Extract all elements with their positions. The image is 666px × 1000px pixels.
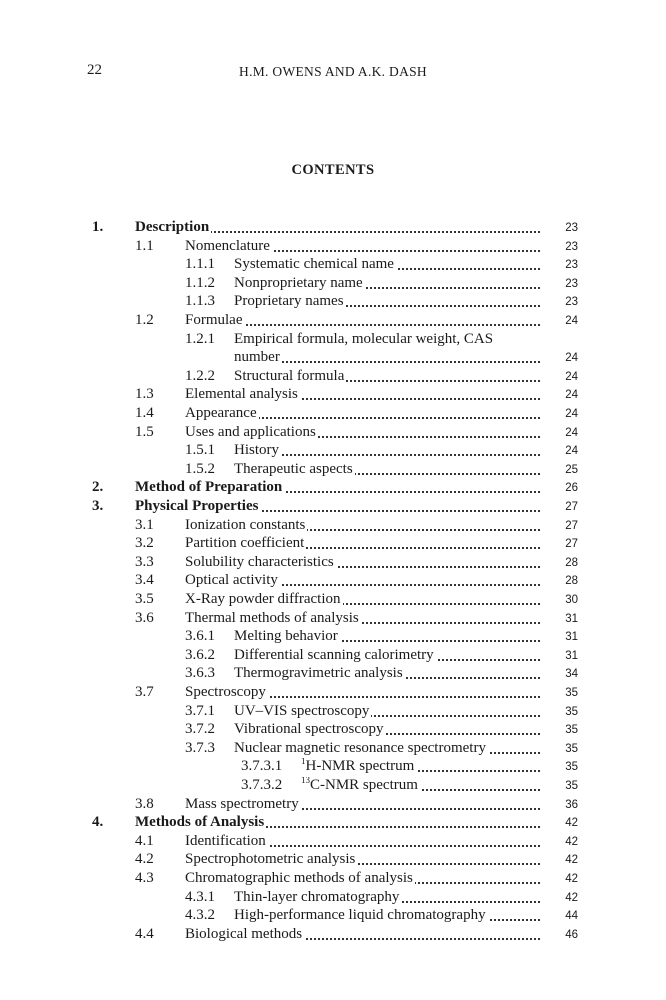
toc-entry-number: 1.2 (135, 312, 154, 328)
toc-entry-title-text: Systematic chemical name (234, 256, 394, 273)
toc-entry-title-text: Nuclear magnetic resonance spectrometry (234, 739, 486, 756)
toc-entry-title-text: Partition coefficient (185, 535, 305, 552)
toc-entry-title (185, 870, 540, 887)
toc-entry-title-text: C-NMR spectrum (310, 777, 418, 793)
toc-entry-title (234, 331, 540, 348)
toc-entry-title-text: number (234, 349, 280, 366)
toc-entry-page: 24 (565, 426, 578, 439)
toc-entry-page: 24 (565, 408, 578, 420)
toc-entry-title (234, 740, 540, 757)
toc-entry (0, 777, 666, 796)
toc-entry-number: 1.1.3 (185, 293, 215, 310)
toc-entry-title-text: Therapeutic aspects (234, 460, 353, 477)
toc-entry-title-text: Thin-layer chromatography (234, 888, 400, 905)
toc-entry (0, 331, 666, 350)
toc-entry-title (185, 312, 540, 329)
toc-entry-title-text: Solubility characteristics (185, 553, 334, 570)
toc-entry-number: 3. (92, 498, 104, 514)
toc-entry-title (185, 238, 540, 255)
toc-entry-number: 3.8 (135, 795, 154, 812)
toc-entry-page: 44 (565, 910, 578, 923)
toc-entry-number: 3.7.2 (185, 721, 215, 738)
toc-entry-title-text: Physical Properties (135, 498, 259, 514)
toc-entry-title-text: Spectroscopy (185, 684, 266, 700)
toc-entry-number: 4.3 (135, 870, 154, 886)
toc-entry-title (234, 442, 540, 459)
toc-entry-number: 1.1.2 (185, 274, 215, 291)
toc-entry (0, 275, 666, 294)
toc-entry-number: 1.5 (135, 423, 154, 440)
toc-entry-title-text: Structural formula (234, 367, 345, 384)
toc-entry-title-text: Melting behavior (234, 628, 338, 645)
toc-entry (0, 870, 666, 889)
toc-entry-number: 1. (92, 219, 104, 235)
toc-entry-number: 4.3.1 (185, 888, 215, 905)
toc-entry-number: 3.7 (135, 684, 154, 700)
toc-entry-title (234, 889, 540, 906)
toc-entry-title (185, 424, 540, 441)
toc-entry (0, 238, 666, 257)
toc-entry-title-text: Thermal methods of analysis (185, 609, 359, 626)
toc-entry-title-text: X-Ray powder diffraction (185, 591, 341, 607)
toc-entry-page: 23 (565, 222, 578, 234)
toc-entry-title (234, 721, 540, 738)
toc-entry-number: 4.3.2 (185, 907, 215, 924)
toc-entry-title (185, 684, 540, 701)
toc-entry-number: 1.3 (135, 386, 154, 403)
toc-entry-number: 3.6.1 (185, 628, 215, 645)
toc-entry (0, 796, 666, 815)
toc-entry-title (234, 907, 540, 924)
toc-entry-title (234, 275, 540, 292)
toc-entry (0, 535, 666, 554)
toc-entry (0, 628, 666, 647)
toc-entry-number: 1.1.1 (185, 256, 215, 273)
toc-entry-title-text: Biological methods (185, 925, 303, 942)
toc-entry-title (185, 851, 540, 868)
toc-entry-title (185, 591, 540, 608)
toc-entry (0, 572, 666, 591)
toc-entry (0, 740, 666, 759)
toc-entry-number: 3.7.3 (185, 739, 215, 756)
toc-entry-title-text: Thermogravimetric analysis (234, 665, 403, 682)
toc-entry-page: 28 (565, 575, 578, 588)
toc-entry-page: 31 (565, 631, 578, 644)
toc-entry-title-text: Chromatographic methods of analysis (185, 870, 413, 886)
toc-entry (0, 814, 666, 833)
toc-entry-title-text: Appearance (185, 405, 257, 421)
toc-entry-page: 25 (565, 463, 578, 476)
toc-entry (0, 721, 666, 740)
toc-entry-title-text: Ionization constants (185, 516, 306, 533)
toc-entry-title (185, 554, 540, 571)
toc-entry-page: 42 (565, 891, 578, 904)
toc-entry-page: 42 (565, 873, 578, 885)
toc-entry-title (135, 219, 540, 236)
toc-entry-page: 42 (565, 835, 578, 848)
toc-entry-page: 27 (565, 501, 578, 513)
toc-entry-page: 35 (565, 780, 578, 792)
toc-entry-page: 36 (565, 798, 578, 811)
toc-entry-page: 24 (565, 315, 578, 327)
toc-entry-title (135, 498, 540, 515)
toc-entry-title (234, 256, 540, 273)
toc-entry-page: 26 (565, 482, 578, 495)
toc-entry-page: 42 (565, 854, 578, 867)
toc-entry-page: 24 (565, 352, 578, 365)
toc-entry-title-text: Elemental analysis (185, 386, 298, 403)
toc-entry (0, 758, 666, 777)
contents-title: CONTENTS (291, 162, 375, 178)
toc-entry-number: 1.5.1 (185, 442, 215, 459)
toc-entry (0, 424, 666, 443)
toc-entry-number: 4.2 (135, 851, 154, 868)
toc-entry-title-text: High-performance liquid chromatography (234, 907, 486, 924)
toc-entry (0, 442, 666, 461)
toc-entry-title-text: Proprietary names (234, 293, 344, 310)
toc-entry-title (135, 814, 540, 831)
toc-entry-number: 3.6.2 (185, 646, 215, 663)
toc-entry-title (135, 479, 540, 496)
toc-entry (0, 889, 666, 908)
toc-entry-title-text: H-NMR spectrum (305, 758, 415, 775)
toc-entry-title-text: Mass spectrometry (185, 795, 299, 812)
toc-entry-title-text: Empirical formula, molecular weight, CAS (234, 330, 494, 347)
toc-entry-title (301, 758, 540, 775)
toc-entry-number: 1.1 (135, 237, 154, 254)
toc-entry-number: 4.4 (135, 925, 154, 942)
toc-entry (0, 368, 666, 387)
toc-entry-title-text: Optical activity (185, 572, 278, 589)
toc-entry (0, 907, 666, 926)
toc-entry-number: 3.5 (135, 591, 154, 607)
toc-entry (0, 647, 666, 666)
toc-entry-page: 35 (565, 705, 578, 718)
toc-entry (0, 256, 666, 275)
toc-entry-title (185, 572, 540, 589)
toc-entry-title (185, 833, 540, 850)
toc-entry-title (185, 405, 540, 422)
toc-entry-page: 31 (565, 649, 578, 662)
toc-entry (0, 554, 666, 573)
toc-entry-title-text: Differential scanning calorimetry (234, 646, 434, 663)
toc-entry (0, 498, 666, 517)
toc-entry-title (234, 665, 540, 682)
toc-entry-title (234, 349, 540, 366)
page-number: 22 (87, 62, 102, 78)
toc-entry-title (185, 535, 540, 552)
toc-entry-title-text: Nonproprietary name (234, 274, 363, 291)
toc-entry (0, 517, 666, 536)
toc-entry-title-text: Formulae (185, 312, 243, 328)
toc-entry-title-text: Methods of Analysis (135, 814, 265, 831)
toc-entry (0, 349, 666, 368)
toc-entry (0, 610, 666, 629)
toc-entry-title (234, 703, 540, 720)
toc-entry-number: 1.4 (135, 405, 154, 421)
toc-entry-title-text: Uses and applications (185, 423, 316, 440)
toc-entry (0, 461, 666, 480)
toc-entry-title-text: Description (135, 219, 210, 235)
toc-entry (0, 926, 666, 945)
toc-entry-page: 27 (565, 519, 578, 532)
toc-entry-page: 35 (565, 724, 578, 737)
toc-entry-number: 3.3 (135, 553, 154, 570)
toc-entry-number: 4.1 (135, 832, 154, 849)
toc-entry-title (185, 796, 540, 813)
toc-entry (0, 833, 666, 852)
toc-entry-title (185, 610, 540, 627)
running-head: H.M. OWENS AND A.K. DASH (239, 64, 427, 79)
toc-entry-title-text: Spectrophotometric analysis (185, 851, 356, 868)
toc-entry-number: 3.7.3.1 (241, 758, 283, 775)
toc-entry-title (185, 517, 540, 534)
toc-entry-page: 24 (565, 445, 578, 458)
toc-entry-page: 42 (565, 817, 578, 830)
toc-entry-page: 35 (565, 742, 578, 755)
toc-entry-number: 4. (92, 814, 104, 831)
toc-entry-page: 31 (565, 612, 578, 625)
toc-entry-title (185, 386, 540, 403)
toc-entry-title (301, 777, 540, 794)
toc-entry (0, 293, 666, 312)
toc-entry-number: 1.5.2 (185, 460, 215, 477)
toc-entry-page: 27 (565, 538, 578, 551)
toc-entry-page: 28 (565, 556, 578, 569)
toc-entry-title (234, 368, 540, 385)
toc-entry-number: 3.2 (135, 535, 154, 552)
toc-entry-title-text: Identification (185, 832, 266, 849)
toc-entry-page: 23 (565, 259, 578, 272)
toc-entry-page: 30 (565, 594, 578, 606)
toc-entry (0, 479, 666, 498)
toc-entry (0, 684, 666, 703)
toc-entry-number: 3.7.1 (185, 702, 215, 719)
isotope-superscript: 13 (301, 777, 310, 785)
toc-entry-page: 46 (565, 928, 578, 941)
toc-entry (0, 386, 666, 405)
toc-entry-title-text: Method of Preparation (135, 479, 283, 496)
toc-entry-title (234, 293, 540, 310)
toc-entry-page: 35 (565, 687, 578, 699)
toc-entry-title-text: Vibrational spectroscopy (234, 721, 384, 738)
toc-entry (0, 665, 666, 684)
toc-entry (0, 405, 666, 424)
toc-entry-number: 1.2.2 (185, 367, 215, 384)
toc-entry-number: 3.1 (135, 516, 154, 533)
toc-entry (0, 312, 666, 331)
isotope-superscript: 1 (301, 758, 306, 767)
toc-entry-title (234, 461, 540, 478)
toc-entry-page: 23 (565, 240, 578, 253)
toc-entry-number: 2. (92, 479, 104, 496)
toc-entry-page: 23 (565, 296, 578, 309)
toc-entry-page: 24 (565, 389, 578, 402)
toc-entry-page: 35 (565, 761, 578, 774)
toc-entry-title (234, 628, 540, 645)
toc-entry (0, 851, 666, 870)
toc-entry-page: 24 (565, 370, 578, 383)
toc-entry-title-text: Nomenclature (185, 237, 270, 254)
toc-entry-title (234, 647, 540, 664)
toc-entry (0, 219, 666, 238)
toc-entry-title (185, 926, 540, 943)
toc-entry-title-text: History (234, 442, 279, 459)
toc-entry (0, 703, 666, 722)
toc-entry-number: 3.4 (135, 572, 154, 589)
toc-entry-number: 3.6 (135, 609, 154, 626)
toc-entry (0, 591, 666, 610)
toc-entry-number: 3.7.3.2 (241, 777, 283, 793)
toc-entry-page: 23 (565, 277, 578, 290)
toc-entry-page: 34 (565, 668, 578, 681)
toc-entry-number: 3.6.3 (185, 665, 215, 682)
toc-entry-number: 1.2.1 (185, 330, 215, 347)
toc-entry-title-text: UV–VIS spectroscopy (234, 702, 370, 719)
